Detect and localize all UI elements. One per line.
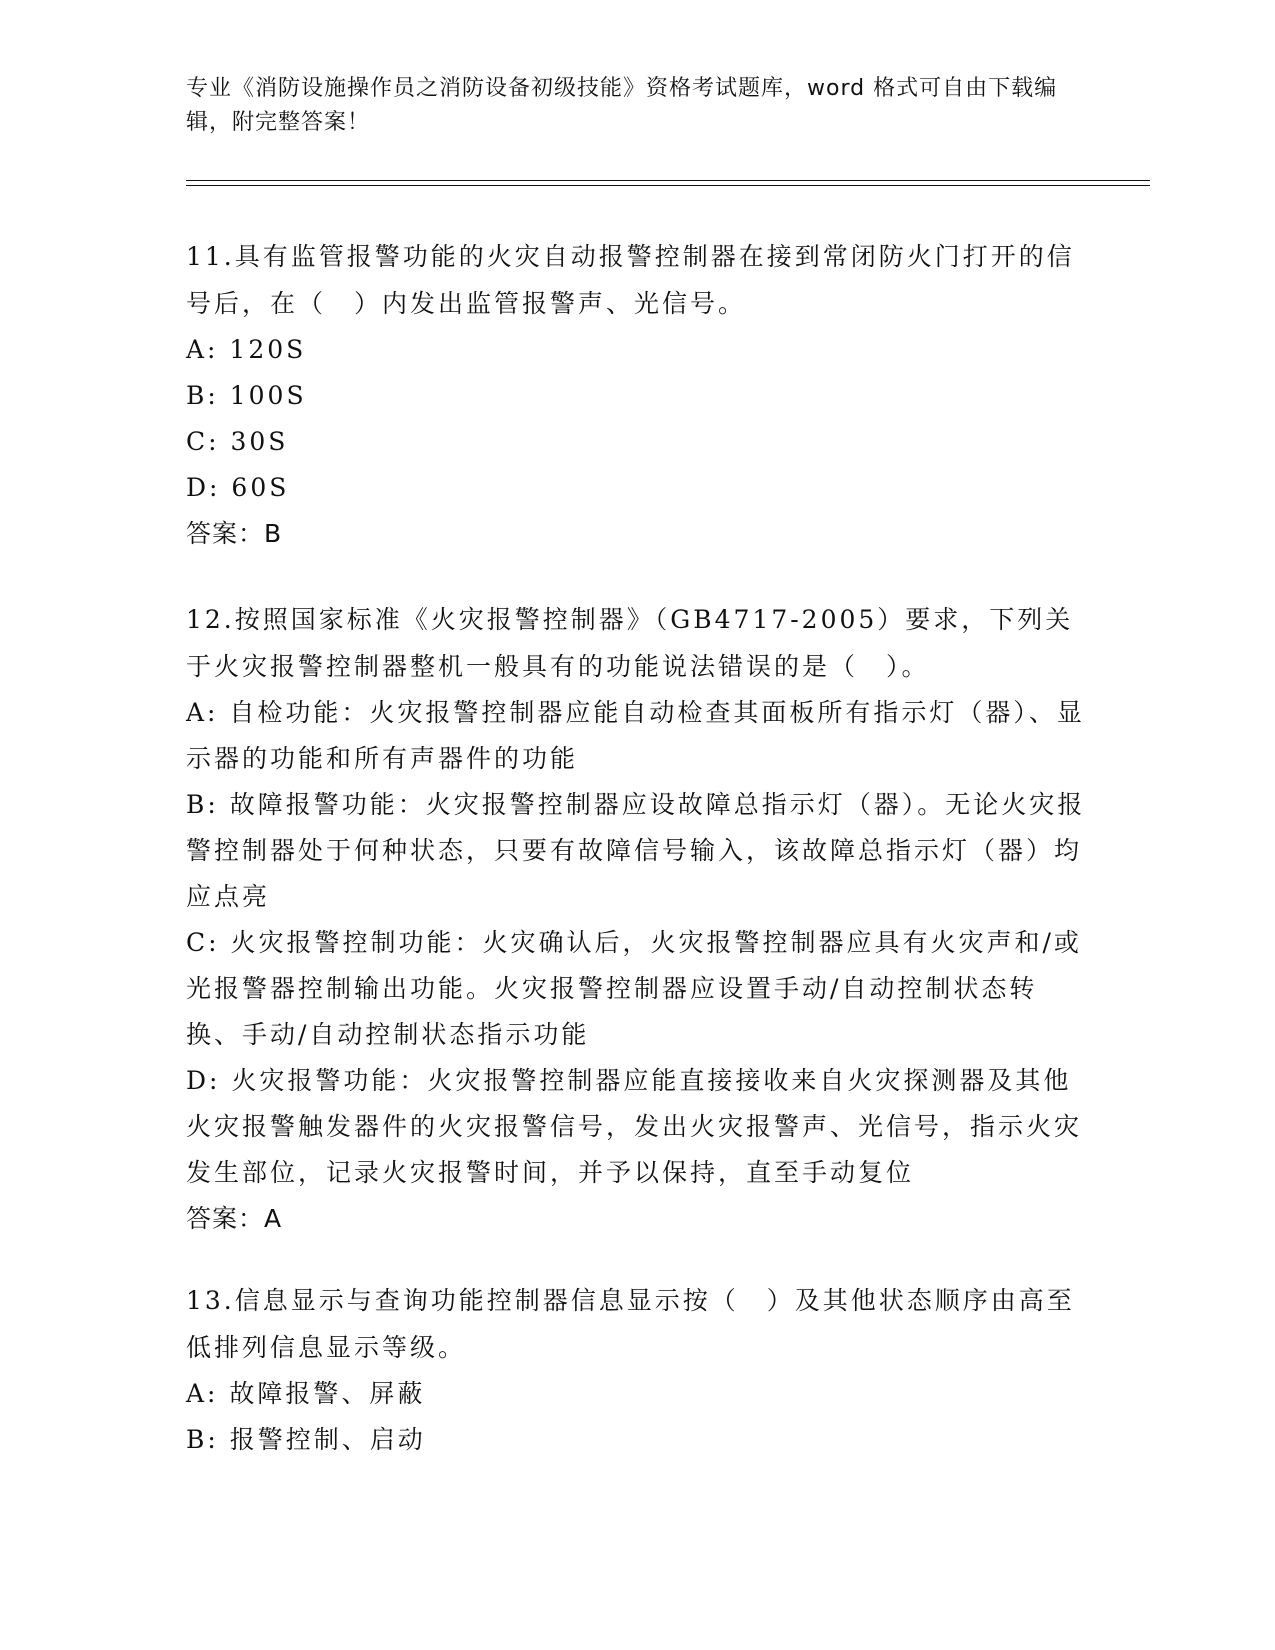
answer-text: 答案：A bbox=[186, 1204, 283, 1233]
question-13 bbox=[186, 1277, 1086, 1463]
header-divider-top bbox=[186, 180, 1150, 181]
header-intro-text: 专业《消防设施操作员之消防设备初级技能》资格考试题库，word 格式可自由下载编辑，附完整答案！ bbox=[186, 76, 1058, 135]
option-a: A: 自检功能：火灾报警控制器应能自动检查其面板所有指示灯（器）、显示器的功能和所有声器件的功能 bbox=[186, 698, 1085, 773]
option-a: A: 120S bbox=[186, 335, 307, 364]
document-header bbox=[186, 72, 1066, 140]
answer-text: 答案：B bbox=[186, 519, 283, 548]
question-stem: 12.按照国家标准《火灾报警控制器》（GB4717-2005）要求，下列关于火灾报警控制器整机一般具有的功能说法错误的是（ ）。 bbox=[186, 605, 1074, 681]
header-divider-bottom bbox=[186, 185, 1150, 186]
option-d: D: 60S bbox=[186, 473, 290, 502]
question-11 bbox=[186, 233, 1086, 557]
question-stem: 13.信息显示与查询功能控制器信息显示按（ ）及其他状态顺序由高至低排列信息显示等级。 bbox=[186, 1286, 1075, 1362]
option-a: A: 故障报警、屏蔽 bbox=[186, 1379, 426, 1408]
option-c: C: 火灾报警控制功能：火灾确认后，火灾报警控制器应具有火灾声和/或光报警器控制输出功能。火灾报警控制器应设置手动/自动控制状态转换、手动/自动控制状态指示功能 bbox=[186, 928, 1082, 1049]
option-b: B: 故障报警功能：火灾报警控制器应设故障总指示灯（器）。无论火灾报警控制器处于何种状态，只要有故障信号输入，该故障总指示灯（器）均应点亮 bbox=[186, 790, 1086, 911]
option-b: B: 100S bbox=[186, 381, 307, 410]
option-d: D: 火灾报警功能：火灾报警控制器应能直接接收来自火灾探测器及其他火灾报警触发器件的火灾报警信号，发出火灾报警声、光信号，指示火灾发生部位，记录火灾报警时间，并予以保持，直至手动复位 bbox=[186, 1066, 1083, 1187]
option-b: B: 报警控制、启动 bbox=[186, 1425, 426, 1454]
question-12 bbox=[186, 596, 1086, 1242]
question-stem: 11.具有监管报警功能的火灾自动报警控制器在接到常闭防火门打开的信号后，在（ ）内发出监管报警声、光信号。 bbox=[186, 242, 1075, 318]
option-c: C: 30S bbox=[186, 427, 289, 456]
